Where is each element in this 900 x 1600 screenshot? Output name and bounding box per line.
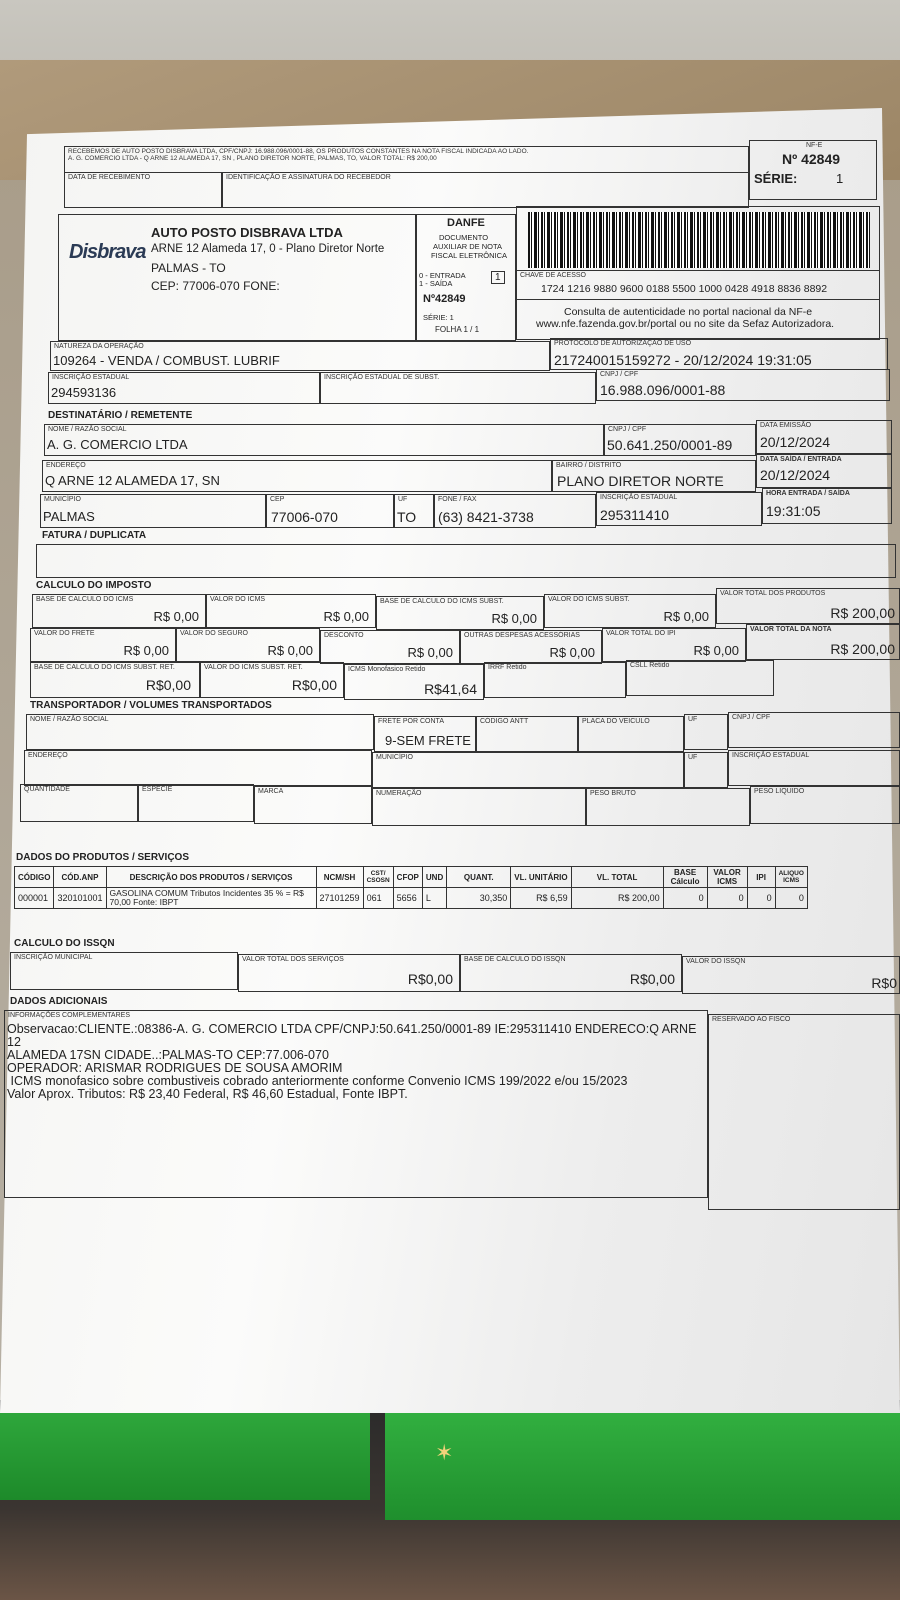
danfe-title: DANFE [447, 217, 485, 229]
transp-peso-bruto-box [586, 788, 750, 826]
outras-box [460, 630, 602, 664]
dest-saida-box [756, 454, 892, 488]
bc-st-box [376, 596, 544, 630]
dest-bairro-box [552, 460, 756, 492]
transp-cnpj-label: CNPJ / CPF [732, 714, 771, 721]
danfe-sub2: AUXILIAR DE NOTA [433, 242, 503, 251]
icms-st-label: VALOR DO ICMS SUBST. [548, 596, 630, 603]
dest-saida-label: DATA SAÍDA / ENTRADA [760, 456, 842, 463]
data-recebimento-box [64, 172, 222, 208]
dest-ie-box [596, 492, 762, 526]
dest-cnpj-box [604, 424, 756, 456]
ie-value: 294593136 [51, 385, 117, 400]
natureza-label: NATUREZA DA OPERAÇÃO [54, 343, 144, 350]
bc-icms-box [32, 594, 206, 628]
data-recebimento-label: DATA DE RECEBIMENTO [68, 174, 151, 181]
bc-st-label: BASE DE CALCULO DO ICMS SUBST. [380, 598, 504, 605]
cell-cfop: 5656 [393, 888, 422, 909]
cell-unit: R$ 6,59 [511, 888, 571, 909]
cell-v-icms: 0 [707, 888, 747, 909]
issqn-valor-value: R$0 [871, 975, 897, 991]
cell-total: R$ 200,00 [571, 888, 663, 909]
mono-label: ICMS Monofasico Retido [348, 666, 426, 673]
bc-icms-value: R$ 0,00 [153, 609, 199, 624]
transp-municipio-box [372, 752, 684, 788]
danfe-sub1: DOCUMENTO [439, 233, 489, 242]
transp-antt-label: CÓDIGO ANTT [480, 718, 529, 725]
protocolo-value: 217240015159272 - 20/12/2024 19:31:05 [554, 352, 812, 368]
natureza-value: 109264 - VENDA / COMBUST. LUBRIF [53, 353, 280, 368]
total-nota-value: R$ 200,00 [830, 641, 895, 657]
bc-ret-box [30, 662, 200, 698]
total-prod-label: VALOR TOTAL DOS PRODUTOS [720, 590, 826, 597]
transp-marca-label: MARCA [258, 788, 284, 795]
natureza-box [50, 341, 550, 371]
cell-codigo: 000001 [15, 888, 54, 909]
transp-especie-box [138, 784, 254, 822]
issqn-valor-label: VALOR DO ISSQN [686, 958, 746, 965]
iest-label: INSCRIÇÃO ESTADUAL DE SUBST. [324, 374, 440, 381]
icms-value: R$ 0,00 [323, 609, 369, 624]
transp-frete-label: FRETE POR CONTA [378, 718, 444, 725]
csll-box [626, 660, 774, 696]
info-line: Valor Aprox. Tributos: R$ 23,40 Federal, R$ 46,60 Estadual, Fonte IBPT. [7, 1087, 408, 1101]
dest-endereco-box [42, 460, 552, 492]
total-nota-label: VALOR TOTAL DA NOTA [750, 626, 832, 633]
info-complementares-text [7, 1023, 707, 1101]
info-complementares-box [4, 1010, 708, 1198]
outras-label: OUTRAS DESPESAS ACESSÓRIAS [464, 632, 580, 639]
transp-uf2-label: UF [688, 754, 698, 761]
star-icon: ✶ [435, 1440, 454, 1465]
transp-frete-value: 9-SEM FRETE [385, 733, 471, 748]
frete-box [30, 628, 176, 662]
dest-uf-box [394, 494, 434, 528]
transp-peso-bruto-label: PESO BRUTO [590, 790, 636, 797]
disbrava-logo: Disbrava [69, 241, 146, 263]
receipt-text-2: A. G. COMERCIO LTDA - Q ARNE 12 ALAMEDA 17, SN , PLANO DIRETOR NORTE, PALMAS, TO, VALOR TOTAL: R$ 200,00 [68, 155, 437, 162]
info-complementares-label: INFORMAÇÕES COMPLEMENTARES [8, 1012, 130, 1019]
cell-anp: 320101001 [54, 888, 106, 909]
dest-fone-value: (63) 8421-3738 [438, 509, 534, 525]
st-ret-label: VALOR DO ICMS SUBST. RET. [204, 664, 303, 671]
receipt-text-1: RECEBEMOS DE AUTO POSTO DISBRAVA LTDA, CPF/CNPJ: 16.988.096/0001-88, OS PRODUTOS CONSTANTES NA NOTA FISCAL INDICADA AO LADO. [68, 148, 529, 155]
dest-endereco-label: ENDEREÇO [46, 462, 86, 469]
dest-bairro-label: BAIRRO / DISTRITO [556, 462, 622, 469]
st-ret-box [200, 662, 344, 698]
ie-label: INSCRIÇÃO ESTADUAL [52, 374, 130, 381]
issqn-im-label: INSCRIÇÃO MUNICIPAL [14, 954, 93, 961]
desconto-box [320, 630, 460, 664]
dest-emissao-label: DATA EMISSÃO [760, 422, 812, 429]
dest-cnpj-label: CNPJ / CPF [608, 426, 647, 433]
transp-uf-box [684, 714, 728, 750]
assinatura-box [222, 172, 749, 208]
dest-municipio-box [40, 494, 266, 528]
transp-uf2-box [684, 752, 728, 788]
cell-descricao: GASOLINA COMUM Tributos Incidentes 35 % = R$ 70,00 Fonte: IBPT [106, 888, 316, 909]
danfe-saida: 1 - SAÍDA [419, 279, 453, 288]
dest-hora-box [762, 488, 892, 524]
transp-especie-label: ESPÉCIE [142, 786, 173, 793]
danfe-numero: Nº42849 [423, 293, 466, 305]
chave-label: CHAVE DE ACESSO [520, 272, 587, 279]
emitente-endereco: ARNE 12 Alameda 17, 0 - Plano Diretor Norte [151, 243, 385, 255]
cell-quant: 30,350 [447, 888, 511, 909]
transp-numeracao-label: NUMERAÇÃO [376, 790, 422, 797]
dest-municipio-label: MUNICÍPIO [44, 496, 81, 503]
dest-emissao-value: 20/12/2024 [760, 434, 831, 450]
bc-ret-label: BASE DE CALCULO DO ICMS SUBST. RET. [34, 664, 175, 671]
dest-cep-value: 77006-070 [271, 509, 338, 525]
green-box-right [385, 1410, 900, 1520]
dest-uf-value: TO [397, 509, 417, 525]
dest-emissao-box [756, 420, 892, 454]
col-anp: CÓD.ANP [54, 867, 106, 888]
danfe-tipo: 1 [491, 271, 505, 284]
serie-label: SÉRIE: [754, 171, 798, 186]
seguro-box [176, 628, 320, 662]
dest-hora-label: HORA ENTRADA / SAÍDA [766, 490, 850, 497]
danfe-folha: FOLHA 1 / 1 [435, 325, 480, 334]
info-line: ALAMEDA 17SN CIDADE..:PALMAS-TO CEP:77.006-070 [7, 1048, 329, 1062]
col-cst: CST/ CSOSN [363, 867, 393, 888]
produtos-section: DADOS DO PRODUTOS / SERVIÇOS [16, 852, 189, 863]
icms-st-value: R$ 0,00 [663, 609, 709, 624]
transp-peso-liq-label: PESO LIQUIDO [754, 788, 805, 795]
cell-und: L [422, 888, 446, 909]
transp-ie-label: INSCRIÇÃO ESTADUAL [732, 752, 810, 759]
transp-nome-label: NOME / RAZÃO SOCIAL [30, 716, 109, 723]
issqn-bc-box [460, 954, 682, 992]
info-line: OPERADOR: ARISMAR RODRIGUES DE SOUSA AMORIM [7, 1061, 343, 1075]
produtos-table [14, 866, 808, 909]
transp-placa-box [578, 716, 684, 752]
col-unit: VL. UNITÁRIO [511, 867, 571, 888]
dest-uf-label: UF [398, 496, 408, 503]
green-box-left [0, 1410, 370, 1500]
transp-municipio-label: MUNICÍPIO [376, 754, 413, 761]
dest-saida-value: 20/12/2024 [760, 467, 831, 483]
dest-municipio-value: PALMAS [43, 509, 95, 524]
bc-icms-label: BASE DE CALCULO DO ICMS [36, 596, 134, 603]
protocolo-label: PROTOCOLO DE AUTORIZAÇÃO DE USO [554, 340, 692, 347]
icms-box [206, 594, 376, 628]
col-ncm: NCM/SH [316, 867, 363, 888]
frete-value: R$ 0,00 [123, 643, 169, 658]
col-base: BASE Cálculo [663, 867, 707, 888]
produtos-header-row [15, 867, 808, 888]
csll-label: CSLL Retido [630, 662, 670, 669]
info-line: ICMS monofasico sobre combustiveis cobrado anteriormente conforme Convenio ICMS 199/2022 e/ou 15/2023 [7, 1074, 628, 1088]
icms-st-box [544, 594, 716, 628]
transp-qtd-label: QUANTIDADE [24, 786, 70, 793]
col-v-icms: VALOR ICMS [707, 867, 747, 888]
issqn-servicos-value: R$0,00 [407, 971, 453, 987]
ipi-label: VALOR TOTAL DO IPI [606, 630, 676, 637]
fisco-label: RESERVADO AO FISCO [712, 1016, 791, 1023]
dest-cep-label: CEP [270, 496, 285, 503]
emitente-box [58, 214, 416, 341]
bc-st-value: R$ 0,00 [491, 611, 537, 626]
st-ret-value: R$0,00 [291, 677, 337, 693]
issqn-servicos-box [238, 954, 460, 992]
transp-ie-box [728, 750, 900, 786]
col-descricao: DESCRIÇÃO DOS PRODUTOS / SERVIÇOS [106, 867, 316, 888]
serie-value: 1 [836, 171, 844, 186]
transp-cnpj-box [728, 712, 900, 748]
destinatario-section: DESTINATÁRIO / REMETENTE [48, 410, 193, 421]
chave-acesso-box [516, 270, 880, 300]
ipi-box [602, 628, 746, 662]
iest-box [320, 372, 596, 404]
total-prod-box [716, 588, 900, 624]
mono-box [344, 664, 484, 700]
cell-ipi: 0 [747, 888, 775, 909]
danfe-box [416, 214, 516, 341]
mono-value: R$41,64 [424, 681, 477, 697]
transp-placa-label: PLACA DO VEICULO [582, 718, 650, 725]
transp-frete-box [374, 716, 476, 752]
col-cfop: CFOP [393, 867, 422, 888]
transp-antt-box [476, 716, 578, 752]
info-line: Observacao:CLIENTE.:08386-A. G. COMERCIO LTDA CPF/CNPJ:50.641.250/0001-89 IE:295311410 ENDERECO:Q ARNE 12 [7, 1022, 697, 1049]
transp-uf-label: UF [688, 716, 698, 723]
dest-endereco-value: Q ARNE 12 ALAMEDA 17, SN [45, 473, 220, 488]
col-aliq: ALIQUO ICMS [775, 867, 807, 888]
fisco-box [708, 1014, 900, 1210]
cnpj-emit-value: 16.988.096/0001-88 [600, 382, 726, 398]
irrf-box [484, 662, 626, 698]
nfe-label: NF-E [806, 142, 823, 149]
assinatura-label: IDENTIFICAÇÃO E ASSINATURA DO RECEBEDOR [226, 174, 391, 181]
irrf-label: IRRF Retido [488, 664, 527, 671]
dest-cep-box [266, 494, 394, 528]
adicionais-section: DADOS ADICIONAIS [10, 996, 108, 1007]
frete-label: VALOR DO FRETE [34, 630, 95, 637]
danfe-serie: SÉRIE: 1 [423, 313, 454, 322]
issqn-bc-label: BASE DE CALCULO DO ISSQN [464, 956, 566, 963]
dest-ie-value: 295311410 [600, 507, 670, 523]
transp-endereco-label: ENDEREÇO [28, 752, 68, 759]
outras-value: R$ 0,00 [549, 645, 595, 660]
col-und: UND [422, 867, 446, 888]
danfe-entrada: 0 - ENTRADA [419, 271, 466, 280]
barcode [528, 212, 870, 268]
issqn-valor-box [682, 956, 900, 994]
transp-peso-liq-box [750, 786, 900, 824]
total-nota-box [746, 624, 900, 660]
issqn-servicos-label: VALOR TOTAL DOS SERVIÇOS [242, 956, 344, 963]
dest-fone-label: FONE / FAX [438, 496, 477, 503]
ie-box [48, 372, 320, 404]
transp-numeracao-box [372, 788, 586, 826]
fatura-box [36, 544, 896, 578]
dest-ie-label: INSCRIÇÃO ESTADUAL [600, 494, 678, 501]
emitente-nome: AUTO POSTO DISBRAVA LTDA [151, 225, 343, 240]
transp-qtd-box [20, 784, 138, 822]
dest-cnpj-value: 50.641.250/0001-89 [607, 437, 733, 453]
issqn-bc-value: R$0,00 [629, 971, 675, 987]
col-quant: QUANT. [447, 867, 511, 888]
table-row [15, 888, 808, 909]
nfe-number-box [749, 140, 877, 200]
col-ipi: IPI [747, 867, 775, 888]
total-prod-value: R$ 200,00 [830, 605, 895, 621]
issqn-section: CALCULO DO ISSQN [14, 938, 115, 949]
cell-base: 0 [663, 888, 707, 909]
seguro-label: VALOR DO SEGURO [180, 630, 248, 637]
cell-aliq: 0 [775, 888, 807, 909]
transportador-section: TRANSPORTADOR / VOLUMES TRANSPORTADOS [30, 700, 272, 711]
imposto-section: CALCULO DO IMPOSTO [36, 580, 152, 591]
dest-hora-value: 19:31:05 [766, 503, 821, 519]
col-total: VL. TOTAL [571, 867, 663, 888]
nfe-number: Nº 42849 [782, 151, 841, 167]
desconto-value: R$ 0,00 [407, 645, 453, 660]
consulta-line1: Consulta de autenticidade no portal nacional da NF-e [564, 306, 813, 318]
emitente-cep-fone: CEP: 77006-070 FONE: [151, 279, 280, 293]
dest-fone-box [434, 494, 596, 528]
ipi-value: R$ 0,00 [693, 643, 739, 658]
bc-ret-value: R$0,00 [145, 677, 191, 693]
dest-nome-value: A. G. COMERCIO LTDA [47, 437, 188, 452]
fatura-section: FATURA / DUPLICATA [42, 530, 147, 541]
dest-nome-box [44, 424, 604, 456]
seguro-value: R$ 0,00 [267, 643, 313, 658]
chave-value: 1724 1216 9880 9600 0188 5500 1000 0428 4918 8836 8892 [541, 283, 828, 295]
dest-bairro-value: PLANO DIRETOR NORTE [557, 473, 724, 489]
dest-nome-label: NOME / RAZÃO SOCIAL [48, 426, 127, 433]
consulta-line2: www.nfe.fazenda.gov.br/portal ou no site da Sefaz Autorizadora. [536, 318, 835, 330]
transp-marca-box [254, 786, 372, 824]
cell-cst: 061 [363, 888, 393, 909]
protocolo-box [550, 338, 888, 370]
cnpj-emit-label: CNPJ / CPF [600, 371, 639, 378]
desconto-label: DESCONTO [324, 632, 364, 639]
cell-ncm: 27101259 [316, 888, 363, 909]
transp-nome-box [26, 714, 374, 750]
danfe-sub3: FISCAL ELETRÔNICA [431, 251, 507, 260]
col-codigo: CÓDIGO [15, 867, 54, 888]
emitente-cidade: PALMAS - TO [151, 261, 226, 275]
issqn-im-box [10, 952, 238, 990]
cnpj-emit-box [596, 369, 890, 401]
transp-endereco-box [24, 750, 372, 786]
icms-label: VALOR DO ICMS [210, 596, 266, 603]
